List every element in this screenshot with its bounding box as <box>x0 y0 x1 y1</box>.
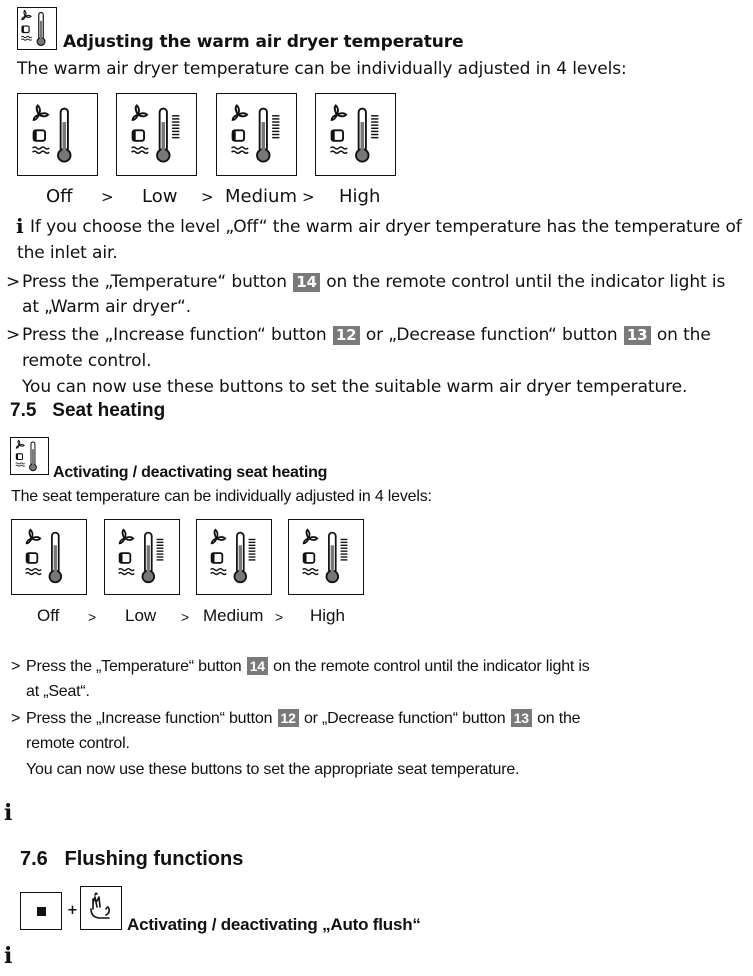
level-separator: > <box>181 609 190 625</box>
level-label-off: Off <box>46 186 73 207</box>
step-bullet: > <box>11 710 21 727</box>
seat-heating-heading: Activating / deactivating seat heating <box>53 464 328 481</box>
step-line2: remote control. <box>22 351 152 371</box>
seat-level-label-low: Low <box>125 606 157 625</box>
seat-level-label-high: High <box>310 606 345 625</box>
seat-level-medium-icon <box>196 519 272 595</box>
temperature-level-off-icon <box>17 93 98 176</box>
seat-level-label-off: Off <box>37 606 60 625</box>
auto-flush-heading: Activating / deactivating „Auto flush“ <box>127 915 421 934</box>
button-number-badge: 12 <box>333 326 360 345</box>
step-line2: remote control. <box>26 735 130 752</box>
level-separator: > <box>101 188 114 206</box>
info-note-line2: the inlet air. <box>17 243 118 263</box>
seat-heating-intro: The seat temperature can be individually adjusted in 4 levels: <box>11 488 432 505</box>
warm-air-dryer-icon <box>17 7 57 50</box>
button-number-badge: 13 <box>511 709 532 727</box>
step-warm-air-temperature-button: Press the „Temperature“ button 14 on the remote control until the indicator light is <box>22 272 726 292</box>
warm-air-heading: Adjusting the warm air dryer temperature <box>63 32 464 52</box>
button-number-badge: 14 <box>247 657 268 675</box>
warm-air-closing: You can now use these buttons to set the suitable warm air dryer temperature. <box>22 377 688 397</box>
temperature-level-medium-icon <box>216 93 297 176</box>
seat-level-low-icon <box>104 519 180 595</box>
step-warm-air-increase-decrease: Press the „Increase function“ button 12 or „Decrease function“ button 13 on the <box>22 325 711 345</box>
info-icon: i <box>4 943 13 969</box>
temperature-level-high-icon <box>315 93 396 176</box>
step-seat-temperature-button: Press the „Temperature“ button 14 on the remote control until the indicator light is <box>26 658 590 675</box>
stop-button-icon <box>20 892 62 930</box>
warm-air-intro: The warm air dryer temperature can be individually adjusted in 4 levels: <box>17 59 627 79</box>
level-separator: > <box>302 188 315 206</box>
seat-heating-closing: You can now use these buttons to set the appropriate seat temperature. <box>26 761 520 778</box>
seat-level-label-medium: Medium <box>203 606 264 625</box>
button-number-badge: 14 <box>293 273 320 292</box>
level-label-low: Low <box>142 186 178 207</box>
button-number-badge: 12 <box>278 709 299 727</box>
seat-heating-icon <box>10 437 49 475</box>
info-note-line1: If you choose the level „Off“ the warm air dryer temperature has the temperature of <box>30 217 742 237</box>
level-separator: > <box>201 188 214 206</box>
level-separator: > <box>88 609 97 625</box>
seat-level-high-icon <box>288 519 364 595</box>
info-icon: i <box>16 214 24 238</box>
section-title-flushing-functions: 7.6 Flushing functions <box>20 848 244 870</box>
plus-sign: + <box>67 903 78 918</box>
section-title-seat-heating: 7.5 Seat heating <box>10 400 166 421</box>
step-line2: at „Seat“. <box>26 683 90 700</box>
level-label-medium: Medium <box>225 186 297 207</box>
step-bullet: > <box>11 658 21 675</box>
level-separator: > <box>275 609 284 625</box>
seat-level-off-icon <box>11 519 87 595</box>
step-bullet: > <box>6 272 21 292</box>
temperature-level-low-icon <box>116 93 197 176</box>
level-label-high: High <box>339 186 381 207</box>
auto-flush-icon <box>80 886 122 930</box>
step-line2: at „Warm air dryer“. <box>22 297 192 317</box>
step-bullet: > <box>6 325 21 345</box>
step-seat-increase-decrease: Press the „Increase function“ button 12 or „Decrease function“ button 13 on the <box>26 710 581 727</box>
button-number-badge: 13 <box>624 326 651 345</box>
info-icon: i <box>4 800 13 826</box>
